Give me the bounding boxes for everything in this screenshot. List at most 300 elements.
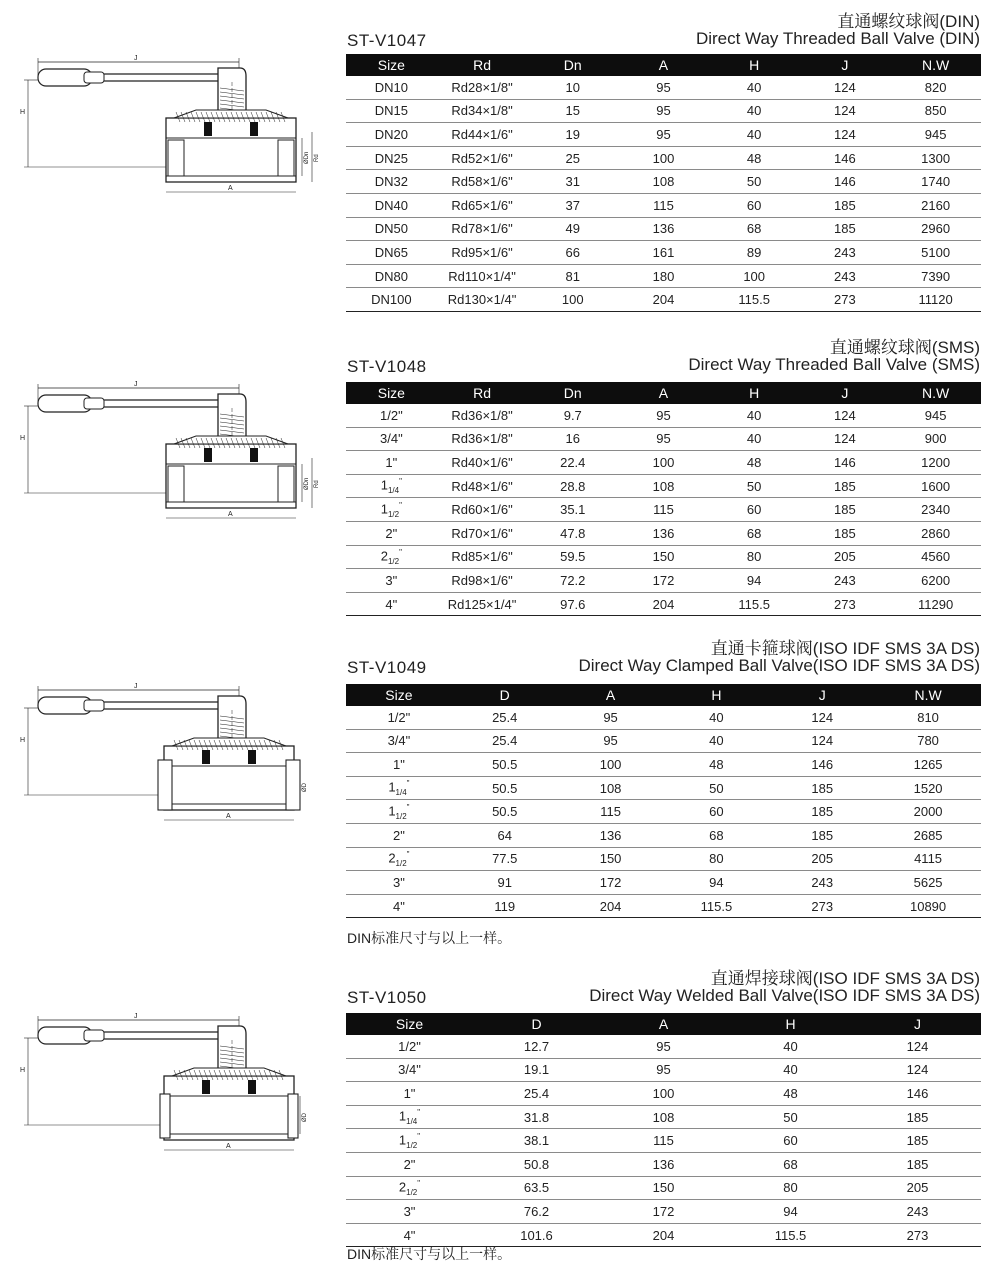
table-cell: Rd48×1/6"	[437, 474, 528, 498]
table-cell: 205	[769, 847, 875, 871]
table-cell: 4"	[346, 592, 437, 616]
table-cell: 60	[709, 498, 800, 522]
table-cell: 124	[800, 99, 891, 123]
table-cell: 1265	[875, 753, 981, 777]
table-cell: 780	[875, 729, 981, 753]
column-header: A	[618, 382, 709, 404]
table-cell: 95	[618, 427, 709, 451]
table-cell: 68	[709, 217, 800, 241]
table-cell: Rd95×1/6"	[437, 241, 528, 265]
table-cell: 243	[800, 569, 891, 593]
table-cell: 50.5	[452, 776, 558, 800]
column-header: J	[800, 382, 891, 404]
table-cell: 124	[769, 729, 875, 753]
column-header: Size	[346, 382, 437, 404]
table-cell: 72.2	[527, 569, 618, 593]
dim-label-rd: Rd	[314, 154, 320, 162]
table-cell: 38.1	[473, 1129, 600, 1153]
table-row	[346, 1035, 981, 1058]
table-cell: 2960	[890, 217, 981, 241]
table-cell: DN40	[346, 193, 437, 217]
body-cap	[172, 738, 286, 746]
table-cell: 945	[890, 123, 981, 147]
table-cell: 4"	[346, 894, 452, 918]
table-cell: 161	[618, 241, 709, 265]
table-cell: 124	[854, 1035, 981, 1058]
table-cell: 50.5	[452, 753, 558, 777]
title-cn: 直通螺纹球阀(DIN)	[837, 12, 980, 31]
table-cell: 1740	[890, 170, 981, 194]
table-cell: 50.5	[452, 800, 558, 824]
table-cell: 2685	[875, 823, 981, 847]
valve-cross-section-svg	[14, 680, 314, 830]
title-cn: 直通焊接球阀(ISO IDF SMS 3A DS)	[710, 969, 980, 988]
table-cell: 5100	[890, 241, 981, 265]
table-cell: 40	[709, 123, 800, 147]
table-row	[346, 1058, 981, 1082]
table-row	[346, 894, 981, 918]
model-number: ST-V1047	[347, 31, 427, 50]
table-cell: 40	[709, 99, 800, 123]
column-header: H	[709, 54, 800, 76]
table-cell: 10	[527, 76, 618, 99]
table-cell: 146	[800, 146, 891, 170]
table-cell: 7390	[890, 264, 981, 288]
table-cell: 40	[727, 1035, 854, 1058]
table-cell: Rd36×1/8"	[437, 427, 528, 451]
dim-label-a: A	[228, 511, 233, 518]
table-cell: 3/4"	[346, 1058, 473, 1082]
table-cell: 2860	[890, 521, 981, 545]
table-cell: DN50	[346, 217, 437, 241]
table-cell: 172	[600, 1200, 727, 1224]
table-row	[346, 823, 981, 847]
table-cell: 185	[800, 193, 891, 217]
table-row	[346, 1176, 981, 1200]
table-row	[346, 146, 981, 170]
table-cell: $1_{1/4}^"$	[346, 474, 437, 498]
table-cell: 945	[890, 404, 981, 427]
seat-left	[202, 1080, 210, 1094]
valve-drawing	[14, 52, 320, 202]
table-header-row	[346, 54, 981, 76]
table-row	[346, 427, 981, 451]
table-cell: 10890	[875, 894, 981, 918]
valve-body	[166, 444, 296, 508]
table-row	[346, 521, 981, 545]
table-cell: 1600	[890, 474, 981, 498]
table-cell: 80	[663, 847, 769, 871]
table-row	[346, 1105, 981, 1129]
table-row	[346, 706, 981, 729]
table-cell: 40	[663, 706, 769, 729]
table-cell: Rd85×1/6"	[437, 545, 528, 569]
column-header: A	[558, 684, 664, 706]
table-cell: 185	[769, 800, 875, 824]
valve-body	[164, 746, 294, 810]
table-cell: 94	[663, 871, 769, 895]
table-cell: $1_{1/4}^"$	[346, 1105, 473, 1129]
table-cell: 119	[452, 894, 558, 918]
title-en: Direct Way Threaded Ball Valve (SMS)	[688, 355, 980, 374]
spec-table	[346, 684, 981, 918]
table-cell: 19.1	[473, 1058, 600, 1082]
table-cell: 66	[527, 241, 618, 265]
valve-cross-section-svg	[14, 52, 320, 202]
dim-label-a: A	[226, 813, 231, 820]
table-cell: 185	[769, 776, 875, 800]
title-cn: 直通螺纹球阀(SMS)	[829, 338, 980, 357]
table-cell: 124	[854, 1058, 981, 1082]
model-number: ST-V1050	[347, 988, 427, 1007]
table-cell: $2_{1/2}^"$	[346, 545, 437, 569]
thread-end-left	[168, 140, 184, 176]
table-cell: 25.4	[452, 706, 558, 729]
table-cell: 4"	[346, 1223, 473, 1247]
table-cell: 25	[527, 146, 618, 170]
table-cell: 48	[709, 451, 800, 475]
table-cell: 16	[527, 427, 618, 451]
table-cell: 100	[527, 288, 618, 312]
table-cell: DN25	[346, 146, 437, 170]
table-cell: 19	[527, 123, 618, 147]
column-header: N.W	[890, 54, 981, 76]
column-header: Size	[346, 54, 437, 76]
table-row	[346, 288, 981, 312]
table-cell: 820	[890, 76, 981, 99]
table-cell: 91	[452, 871, 558, 895]
handle-collar	[84, 72, 104, 83]
valve-body	[164, 1076, 294, 1140]
table-cell: Rd34×1/8"	[437, 99, 528, 123]
table-cell: 50	[663, 776, 769, 800]
seat-right	[248, 750, 256, 764]
table-row	[346, 776, 981, 800]
table-cell: 60	[663, 800, 769, 824]
table-row	[346, 1200, 981, 1224]
table-cell: 95	[600, 1058, 727, 1082]
table-row	[346, 76, 981, 99]
table-cell: 185	[769, 823, 875, 847]
table-cell: 50.8	[473, 1152, 600, 1176]
table-cell: Rd78×1/6"	[437, 217, 528, 241]
column-header: H	[663, 684, 769, 706]
table-cell: 1300	[890, 146, 981, 170]
table-cell: 94	[727, 1200, 854, 1224]
dim-label-a: A	[228, 185, 233, 192]
table-cell: 108	[618, 170, 709, 194]
table-cell: 95	[618, 76, 709, 99]
table-cell: 80	[727, 1176, 854, 1200]
table-cell: 900	[890, 427, 981, 451]
seat-right	[250, 448, 258, 462]
table-cell: 3/4"	[346, 729, 452, 753]
table-cell: 22.4	[527, 451, 618, 475]
table-cell: $1_{1/2}^"$	[346, 1129, 473, 1153]
table-cell: 185	[854, 1152, 981, 1176]
valve-cross-section-svg	[14, 1010, 314, 1160]
valve-cross-section-svg	[14, 378, 320, 528]
handle-collar	[84, 700, 104, 711]
table-cell: 124	[800, 404, 891, 427]
table-cell: 95	[600, 1035, 727, 1058]
table-cell: 136	[618, 521, 709, 545]
thread-end-right	[278, 466, 294, 502]
table-cell: 108	[558, 776, 664, 800]
table-cell: 11120	[890, 288, 981, 312]
table-row	[346, 241, 981, 265]
table-cell: 185	[854, 1129, 981, 1153]
table-cell: 11290	[890, 592, 981, 616]
table-cell: 1200	[890, 451, 981, 475]
table-cell: 124	[800, 123, 891, 147]
column-header: J	[854, 1013, 981, 1035]
table-cell: 3"	[346, 871, 452, 895]
table-cell: 50	[709, 474, 800, 498]
column-header: Rd	[437, 382, 528, 404]
table-cell: 64	[452, 823, 558, 847]
table-cell: 37	[527, 193, 618, 217]
table-header-row	[346, 684, 981, 706]
table-cell: 243	[769, 871, 875, 895]
table-row	[346, 170, 981, 194]
table-cell: 25.4	[473, 1082, 600, 1106]
clamp-ferrule-right	[286, 760, 300, 810]
table-cell: 95	[618, 99, 709, 123]
table-cell: 204	[558, 894, 664, 918]
table-cell: 100	[618, 146, 709, 170]
title-cn: 直通卡箍球阀(ISO IDF SMS 3A DS)	[710, 639, 980, 658]
handle-collar	[84, 1030, 104, 1041]
dim-label-d: ØD	[302, 1113, 308, 1122]
table-cell: 273	[854, 1223, 981, 1247]
table-cell: 89	[709, 241, 800, 265]
table-cell: 6200	[890, 569, 981, 593]
table-row	[346, 871, 981, 895]
table-cell: Rd130×1/4"	[437, 288, 528, 312]
column-header: H	[727, 1013, 854, 1035]
table-row	[346, 569, 981, 593]
table-cell: 115.5	[727, 1223, 854, 1247]
table-cell: 185	[800, 474, 891, 498]
table-cell: 146	[800, 451, 891, 475]
valve-drawing	[14, 680, 314, 830]
table-cell: Rd70×1/6"	[437, 521, 528, 545]
table-cell: 9.7	[527, 404, 618, 427]
table-cell: 243	[800, 264, 891, 288]
column-header: Size	[346, 1013, 473, 1035]
spec-table	[346, 1013, 981, 1247]
table-cell: Rd110×1/4"	[437, 264, 528, 288]
table-cell: 3/4"	[346, 427, 437, 451]
column-header: Size	[346, 684, 452, 706]
table-cell: 100	[709, 264, 800, 288]
table-cell: 2"	[346, 1152, 473, 1176]
table-cell: 850	[890, 99, 981, 123]
dim-label-j: J	[134, 381, 138, 388]
table-cell: 273	[800, 288, 891, 312]
table-cell: 40	[727, 1058, 854, 1082]
table-header-row	[346, 1013, 981, 1035]
table-cell: Rd58×1/6"	[437, 170, 528, 194]
table-cell: 100	[618, 451, 709, 475]
table-cell: $1_{1/2}^"$	[346, 800, 452, 824]
body-cap	[174, 436, 288, 444]
table-cell: 31	[527, 170, 618, 194]
table-cell: 101.6	[473, 1223, 600, 1247]
weld-end-right	[288, 1094, 298, 1138]
table-cell: Rd28×1/8"	[437, 76, 528, 99]
table-cell: 146	[800, 170, 891, 194]
table-cell: 40	[709, 76, 800, 99]
table-cell: 1/2"	[346, 706, 452, 729]
table-cell: DN80	[346, 264, 437, 288]
seat-left	[204, 122, 212, 136]
table-cell: 68	[709, 521, 800, 545]
table-cell: 2000	[875, 800, 981, 824]
table-cell: 205	[854, 1176, 981, 1200]
table-row	[346, 451, 981, 475]
valve-drawing	[14, 378, 320, 528]
table-cell: 108	[600, 1105, 727, 1129]
table-cell: 115.5	[709, 288, 800, 312]
body-cap	[172, 1068, 286, 1076]
table-cell: Rd40×1/6"	[437, 451, 528, 475]
table-cell: Rd52×1/6"	[437, 146, 528, 170]
table-cell: 1"	[346, 753, 452, 777]
column-header: N.W	[890, 382, 981, 404]
table-cell: 50	[727, 1105, 854, 1129]
table-cell: DN10	[346, 76, 437, 99]
table-cell: 12.7	[473, 1035, 600, 1058]
table-cell: 2"	[346, 823, 452, 847]
dim-label-d: ØDn	[304, 151, 310, 164]
weld-end-left	[160, 1094, 170, 1138]
table-row	[346, 592, 981, 616]
table-cell: 68	[727, 1152, 854, 1176]
table-row	[346, 1082, 981, 1106]
table-cell: 185	[800, 521, 891, 545]
table-cell: 1520	[875, 776, 981, 800]
table-cell: 4560	[890, 545, 981, 569]
table-row	[346, 264, 981, 288]
title-en: Direct Way Welded Ball Valve(ISO IDF SMS 3A DS)	[589, 986, 980, 1005]
table-cell: 50	[709, 170, 800, 194]
table-cell: 40	[709, 427, 800, 451]
table-cell: 28.8	[527, 474, 618, 498]
table-row	[346, 99, 981, 123]
table-row	[346, 217, 981, 241]
spec-table	[346, 54, 981, 312]
dim-label-h: H	[20, 737, 26, 744]
body-cap	[174, 110, 288, 118]
table-cell: $2_{1/2}^"$	[346, 847, 452, 871]
column-header: A	[618, 54, 709, 76]
table-cell: 5625	[875, 871, 981, 895]
table-cell: 243	[854, 1200, 981, 1224]
table-cell: Rd36×1/8"	[437, 404, 528, 427]
table-cell: Rd60×1/6"	[437, 498, 528, 522]
table-row	[346, 800, 981, 824]
table-cell: Rd44×1/6"	[437, 123, 528, 147]
column-header: D	[473, 1013, 600, 1035]
table-cell: 25.4	[452, 729, 558, 753]
table-cell: 49	[527, 217, 618, 241]
table-cell: 97.6	[527, 592, 618, 616]
table-row	[346, 193, 981, 217]
table-cell: Rd98×1/6"	[437, 569, 528, 593]
table-cell: 136	[558, 823, 664, 847]
table-cell: 180	[618, 264, 709, 288]
table-cell: 31.8	[473, 1105, 600, 1129]
table-cell: 273	[800, 592, 891, 616]
table-cell: 204	[618, 288, 709, 312]
table-cell: 1"	[346, 451, 437, 475]
table-row	[346, 474, 981, 498]
table-cell: 205	[800, 545, 891, 569]
table-cell: 80	[709, 545, 800, 569]
table-cell: 3"	[346, 1200, 473, 1224]
table-row	[346, 123, 981, 147]
thread-end-right	[278, 140, 294, 176]
table-cell: 40	[663, 729, 769, 753]
spec-table	[346, 382, 981, 616]
table-cell: $1_{1/4}^"$	[346, 776, 452, 800]
table-cell: 172	[618, 569, 709, 593]
dim-label-j: J	[134, 1013, 138, 1020]
table-row	[346, 498, 981, 522]
table-cell: 63.5	[473, 1176, 600, 1200]
table-cell: 172	[558, 871, 664, 895]
table-row	[346, 1129, 981, 1153]
table-row	[346, 404, 981, 427]
dim-label-a: A	[226, 1143, 231, 1150]
table-cell: 115	[618, 193, 709, 217]
table-cell: 47.8	[527, 521, 618, 545]
table-cell: 35.1	[527, 498, 618, 522]
dim-label-d: ØDn	[304, 477, 310, 490]
table-cell: 124	[769, 706, 875, 729]
table-cell: 2"	[346, 521, 437, 545]
table-cell: 15	[527, 99, 618, 123]
table-cell: DN20	[346, 123, 437, 147]
table-cell: 77.5	[452, 847, 558, 871]
table-cell: 124	[800, 427, 891, 451]
model-number: ST-V1049	[347, 658, 427, 677]
table-cell: 94	[709, 569, 800, 593]
dim-label-d: ØD	[302, 783, 308, 792]
table-cell: 108	[618, 474, 709, 498]
table-cell: 76.2	[473, 1200, 600, 1224]
seat-right	[248, 1080, 256, 1094]
dim-label-h: H	[20, 109, 26, 116]
column-header: Rd	[437, 54, 528, 76]
table-cell: 95	[618, 123, 709, 147]
table-cell: 185	[800, 498, 891, 522]
table-cell: 115.5	[709, 592, 800, 616]
table-row	[346, 545, 981, 569]
column-header: Dn	[527, 54, 618, 76]
dim-label-h: H	[20, 1067, 26, 1074]
dim-label-h: H	[20, 435, 26, 442]
table-row	[346, 729, 981, 753]
table-cell: 115.5	[663, 894, 769, 918]
dim-label-rd: Rd	[314, 480, 320, 488]
table-cell: 204	[618, 592, 709, 616]
table-cell: 810	[875, 706, 981, 729]
column-header: J	[769, 684, 875, 706]
table-cell: 4115	[875, 847, 981, 871]
